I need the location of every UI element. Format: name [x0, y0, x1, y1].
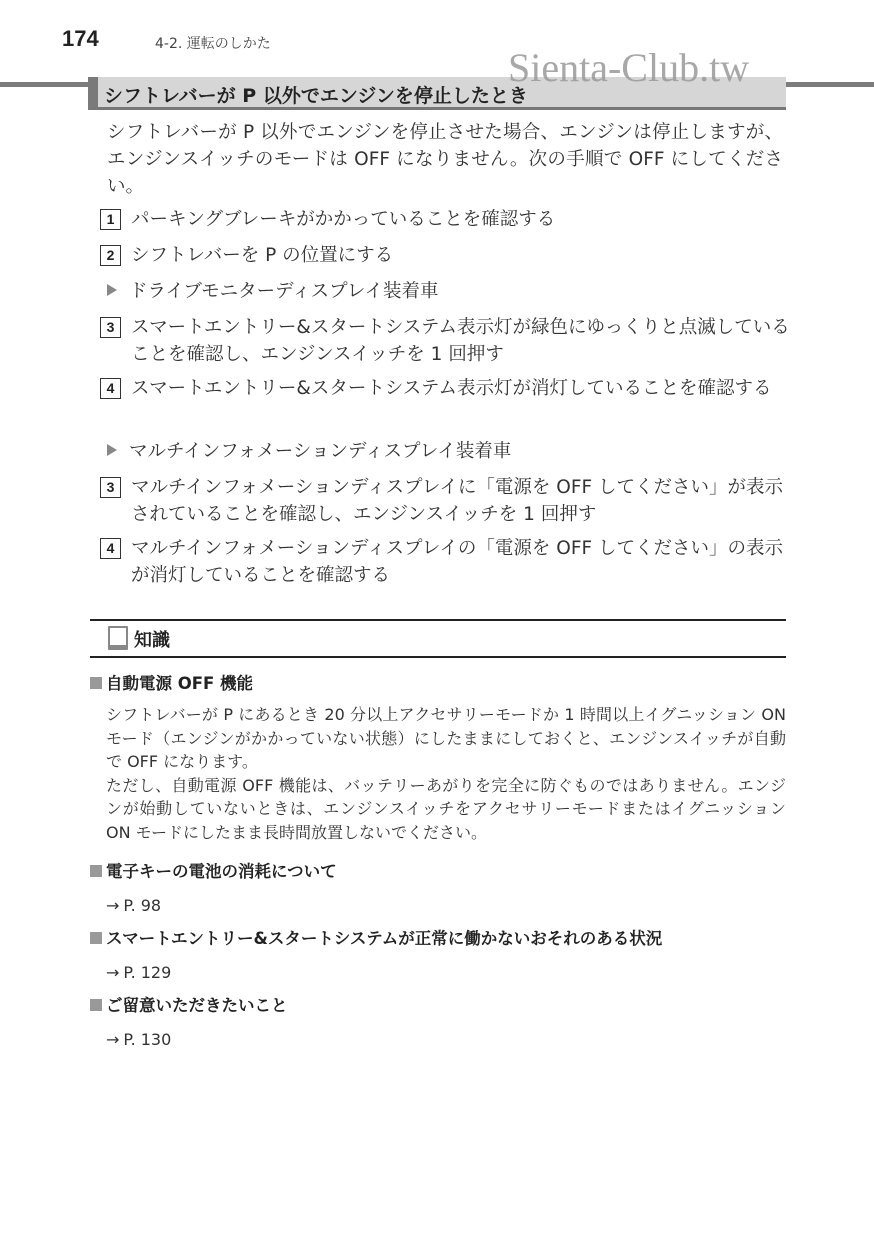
- square-bullet-icon: [90, 999, 102, 1011]
- step-number-box: 4: [100, 538, 121, 559]
- topic-heading-text: 電子キーの電池の消耗について: [106, 862, 337, 881]
- square-bullet-icon: [90, 677, 102, 689]
- section-title: シフトレバーが P 以外でエンジンを停止したとき: [104, 85, 528, 107]
- step-item: [100, 314, 790, 368]
- variant-heading: [107, 278, 787, 305]
- step-text: マルチインフォメーションディスプレイの「電源を OFF してください」の表示が消灯していることを確認する: [131, 538, 784, 586]
- step-text: スマートエントリー&スタートシステム表示灯が消灯していることを確認する: [131, 378, 772, 399]
- triangle-bullet-icon: [107, 284, 117, 296]
- running-header: [0, 24, 874, 64]
- topic-heading-text: ご留意いただきたいこと: [106, 996, 288, 1015]
- step-item: [100, 535, 790, 589]
- topic-paragraph: シフトレバーが P にあるとき 20 分以上アクセサリーモードか 1 時間以上イグニッション ON モード（エンジンがかかっていない状態）にしたままにしておくと、エンジンスイッチが自動で OFF になります。: [106, 705, 786, 771]
- arrow-right-icon: →: [106, 963, 120, 982]
- topic-heading: [90, 928, 790, 950]
- triangle-bullet-icon: [107, 444, 117, 456]
- page-reference-link[interactable]: P. 98: [123, 896, 162, 915]
- book-icon: [108, 626, 128, 650]
- watermark: Sienta-Club.tw: [508, 45, 750, 90]
- topic-body: [106, 703, 786, 844]
- step-number-box: 3: [100, 477, 121, 498]
- page-reference[interactable]: [106, 896, 161, 915]
- step-number-box: 2: [100, 245, 121, 266]
- step-item: [100, 375, 790, 402]
- step-number-box: 1: [100, 209, 121, 230]
- section-title-bar: [88, 77, 786, 110]
- topic-heading-text: スマートエントリー&スタートシステムが正常に働かないおそれのある状況: [106, 929, 663, 948]
- page-number: 174: [62, 26, 99, 51]
- step-item: [100, 206, 790, 233]
- square-bullet-icon: [90, 932, 102, 944]
- step-number-box: 4: [100, 378, 121, 399]
- step-text: シフトレバーを P の位置にする: [131, 245, 394, 266]
- topic-heading: [90, 861, 790, 883]
- arrow-right-icon: →: [106, 1030, 120, 1049]
- variant-label: マルチインフォメーションディスプレイ装着車: [129, 441, 512, 462]
- step-item: [100, 474, 790, 528]
- variant-label: ドライブモニターディスプレイ装着車: [129, 281, 439, 302]
- square-bullet-icon: [90, 865, 102, 877]
- page-reference-link[interactable]: P. 130: [123, 1030, 172, 1049]
- chapter-section-label: 4-2. 運転のしかた: [155, 36, 271, 52]
- page-reference[interactable]: [106, 1030, 171, 1049]
- page-reference-link[interactable]: P. 129: [123, 963, 172, 982]
- step-text: スマートエントリー&スタートシステム表示灯が緑色にゆっくりと点滅していることを確認し、エンジンスイッチを 1 回押す: [131, 317, 790, 365]
- topic-heading-text: 自動電源 OFF 機能: [106, 674, 254, 693]
- step-text: パーキングブレーキがかかっていることを確認する: [131, 209, 556, 230]
- step-text: マルチインフォメーションディスプレイに「電源を OFF してください」が表示されていることを確認し、エンジンスイッチを 1 回押す: [131, 477, 784, 525]
- knowledge-top-rule: [90, 619, 786, 621]
- knowledge-bottom-rule: [90, 656, 786, 658]
- arrow-right-icon: →: [106, 896, 120, 915]
- step-number-box: 3: [100, 317, 121, 338]
- topic-heading: [90, 673, 790, 695]
- variant-heading: [107, 438, 787, 465]
- step-item: [100, 242, 790, 269]
- knowledge-title: 知識: [134, 630, 170, 651]
- page-reference[interactable]: [106, 963, 171, 982]
- topic-paragraph: ただし、自動電源 OFF 機能は、バッテリーあがりを完全に防ぐものではありません。エンジンが始動していないときは、エンジンスイッチをアクセサリーモードまたはイグニッション ON モードにしたまま長時間放置しないでください。: [106, 775, 786, 842]
- topic-heading: [90, 995, 790, 1017]
- intro-paragraph: シフトレバーが P 以外でエンジンを停止させた場合、エンジンは停止しますが、エンジンスイッチのモードは OFF になりません。次の手順で OFF にしてください。: [107, 122, 783, 197]
